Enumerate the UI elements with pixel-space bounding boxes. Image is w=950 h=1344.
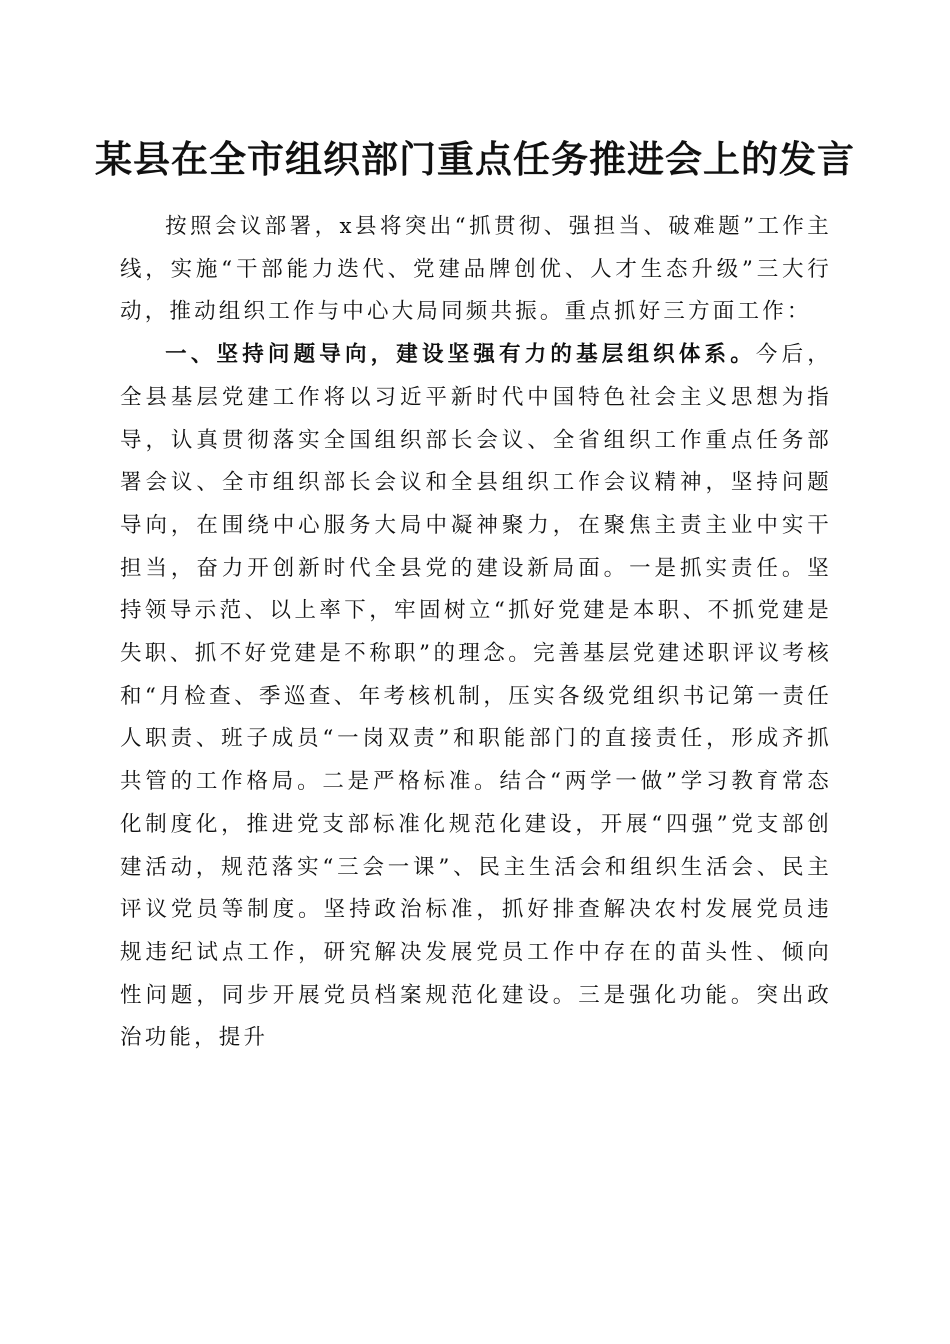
section-1-paragraph — [120, 334, 832, 1060]
document-title: 某县在全市组织部门重点任务推进会上的发言 — [95, 137, 855, 181]
document-body — [120, 206, 832, 1060]
section-1-text: 今后，全县基层党建工作将以习近平新时代中国特色社会主义思想为指导，认真贯彻落实全国组织部长会议、全省组织工作重点任务部署会议、全市组织部长会议和全县组织工作会议精神，坚持问题导向，在围绕中心服务大局中凝神聚力，在聚焦主责主业中实干担当，奋力开创新时代全县党的建设新局面。一是抓实责任。坚持领导示范、以上率下，牢固树立“抓好党建是本职、不抓党建是失职、抓不好党建是不称职”的理念。完善基层党建述职评议考核和“月检查、季巡查、年考核机制，压实各级党组织书记第一责任人职责、班子成员“一岗双责”和职能部门的直接责任，形成齐抓共管的工作格局。二是严格标准。结合“两学一做”学习教育常态化制度化，推进党支部标准化规范化建设，开展“四强”党支部创建活动，规范落实“三会一课”、民主生活会和组织生活会、民主评议党员等制度。坚持政治标准，抓好排查解决农村发展党员违规违纪试点工作，研究解决发展党员工作中存在的苗头性、倾向性问题，同步开展党员档案规范化建设。三是强化功能。突出政治功能，提升 — [120, 342, 832, 1051]
intro-paragraph: 按照会议部署，x县将突出“抓贯彻、强担当、破难题”工作主线，实施“干部能力迭代、党建品牌创优、人才生态升级”三大行动，推动组织工作与中心大局同频共振。重点抓好三方面工作： — [120, 214, 832, 325]
section-1-heading: 一、坚持问题导向，建设坚强有力的基层组织体系。 — [165, 342, 756, 368]
